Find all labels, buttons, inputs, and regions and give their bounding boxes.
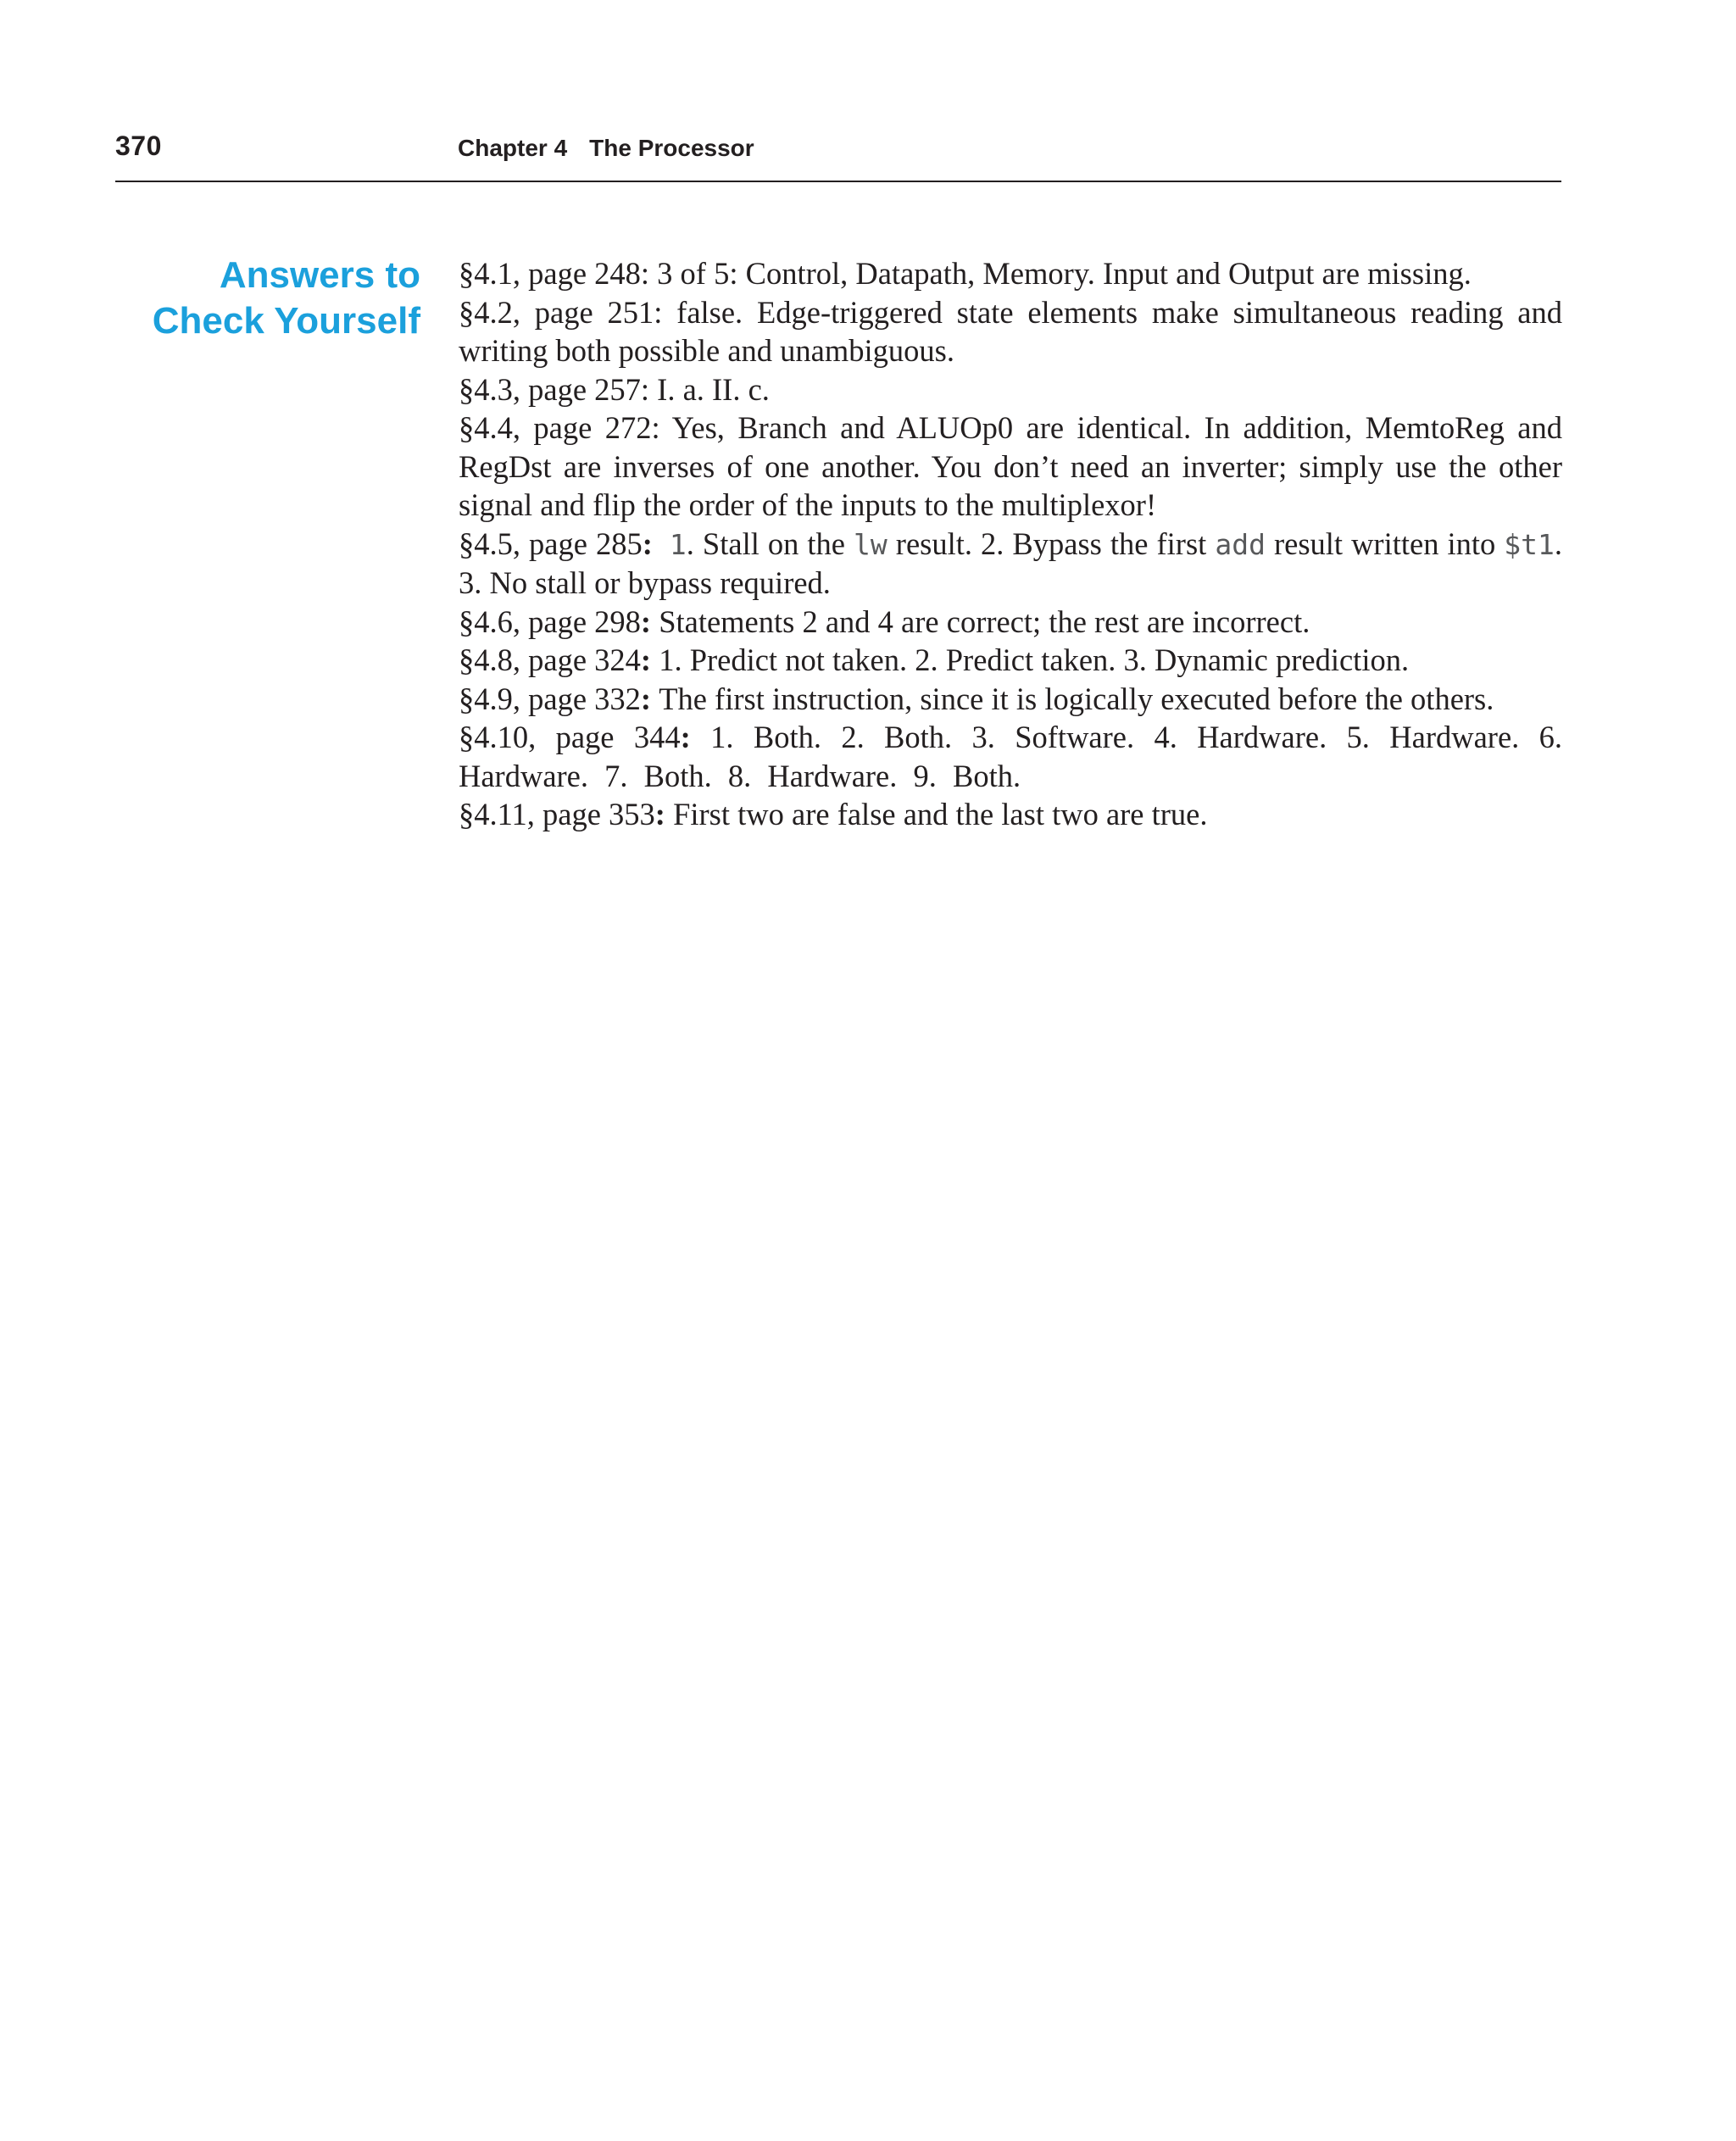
answer-text: The first instruction, since it is logically executed before the others. bbox=[659, 681, 1494, 716]
answer-text: Yes, Branch and ALUOp0 are identical. In addition, MemtoReg and RegDst are inverses of one another. You don’t need an inverter; simply use the other signal and flip the order of the inputs to the multiplexor! bbox=[459, 410, 1562, 522]
answer-text: 3 of 5: Control, Datapath, Memory. Input and Output are missing. bbox=[649, 256, 1472, 291]
answer-colon: : bbox=[654, 797, 665, 831]
answer-item bbox=[459, 795, 1562, 834]
answer-ref: §4.4, page 272: bbox=[459, 410, 660, 445]
answer-ref: §4.6, page 298 bbox=[459, 603, 641, 639]
answer-text: . 3. No stall or bypass required. bbox=[459, 526, 1563, 600]
code-token: lw bbox=[854, 527, 887, 561]
answer-text: 1. Both. 2. Both. 3. Software. 4. Hardware. 5. Hardware. 6. Hardware. 7. Both. 8. Hardware. 9. Both. bbox=[459, 720, 1563, 793]
answers-list bbox=[459, 254, 1562, 834]
answer-colon: : bbox=[680, 720, 691, 754]
answer-item bbox=[459, 409, 1562, 525]
answer-ref: §4.1, page 248: bbox=[459, 256, 650, 291]
answer-text: result. 2. Bypass the first bbox=[887, 526, 1216, 561]
answer-text: . Stall on the bbox=[686, 526, 854, 561]
answer-colon: : bbox=[640, 681, 652, 716]
page-number: 370 bbox=[115, 131, 162, 161]
answer-text: false. Edge-triggered state elements make simultaneous reading and writing both possible and unambiguous. bbox=[459, 294, 1562, 368]
running-head bbox=[458, 135, 754, 162]
chapter-label: Chapter 4 bbox=[458, 135, 568, 161]
code-token: 1 bbox=[669, 527, 687, 561]
header-rule bbox=[115, 181, 1561, 182]
answer-text: Statements 2 and 4 are correct; the rest are incorrect. bbox=[659, 603, 1310, 639]
answer-ref: §4.10, page 344 bbox=[459, 720, 681, 754]
answer-item bbox=[459, 254, 1562, 293]
side-heading bbox=[102, 253, 420, 344]
answer-item bbox=[459, 718, 1562, 795]
side-heading-line2: Check Yourself bbox=[152, 300, 420, 342]
answer-colon: : bbox=[640, 642, 652, 677]
answer-item bbox=[459, 603, 1562, 642]
answer-ref: §4.8, page 324 bbox=[459, 642, 641, 677]
answer-ref: §4.3, page 257: bbox=[459, 371, 650, 407]
answer-ref: §4.5, page 285 bbox=[459, 526, 643, 561]
chapter-title: The Processor bbox=[589, 135, 754, 161]
answer-text: I. a. II. c. bbox=[649, 371, 770, 407]
answer-text: First two are false and the last two are true. bbox=[673, 797, 1208, 831]
answer-item bbox=[459, 370, 1562, 409]
answer-ref: §4.11, page 353 bbox=[459, 797, 655, 831]
answer-text: 1. Predict not taken. 2. Predict taken. 3. Dynamic prediction. bbox=[659, 642, 1410, 677]
answer-item bbox=[459, 293, 1562, 370]
code-token: add bbox=[1215, 527, 1266, 561]
answer-text: result written into bbox=[1265, 526, 1505, 561]
answer-ref: §4.2, page 251: bbox=[459, 294, 663, 330]
code-token: $t1 bbox=[1504, 527, 1555, 561]
answer-item bbox=[459, 525, 1562, 603]
answer-colon: : bbox=[642, 526, 653, 561]
answer-item bbox=[459, 641, 1562, 680]
answer-colon: : bbox=[640, 603, 652, 639]
answer-item bbox=[459, 680, 1562, 719]
side-heading-line1: Answers to bbox=[219, 254, 420, 296]
answer-ref: §4.9, page 332 bbox=[459, 681, 641, 716]
